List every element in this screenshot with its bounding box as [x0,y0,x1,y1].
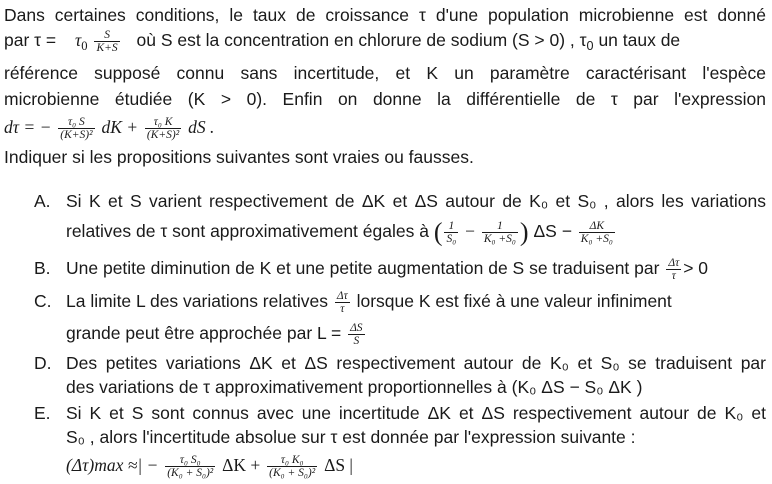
option-b-letter: B. [34,258,51,278]
option-e-formula-mid: ΔK + [222,455,261,476]
fraction-1-over-S0: $\frac{1}{\text{S₀}}$ [446,220,457,245]
option-c-text-b: lorsque K est fixé à une valeur infiniment [356,291,672,312]
option-b-line [66,257,708,282]
option-c-line-1 [66,290,672,315]
intro-line-3: référence supposé connu sans incertitude, et K un paramètre caractérisant l'espèce [4,63,766,83]
option-a-line-1: Si K et S varient respectivement de ΔK et ΔS autour de K₀ et S₀ , alors les variations [66,191,766,211]
fraction-1-over-K0-S0: $\frac{1}{\text{K₀ +S₀}}$ [483,220,516,245]
option-c-letter: C. [34,291,52,311]
intro-line-4: microbienne étudiée (K > 0). Enfin on donne la différentielle de τ par l'expression [4,89,766,109]
option-a-letter: A. [34,191,51,211]
intro-line-1: Dans certaines conditions, le taux de croissance τ d'une population microbienne est donné [4,5,766,25]
fraction-dS-over-S: $\frac{\Delta S}{S}$ [350,322,363,347]
dS-term: dS . [188,117,215,138]
option-d-line-2: des variations de τ approximativement proportionnelles à (K₀ ΔS − S₀ ΔK ) [66,377,643,397]
option-e-line-2: S₀ , alors l'incertitude absolue sur τ est donnée par l'expression suivante : [66,427,636,447]
option-e-formula-end: ΔS | [324,455,353,476]
option-a-line-2: relatives de τ sont approximativement égales à ( $\frac{1}{\text{S₀}}$ − $\frac{1}{\text{K₀ +S₀}}$ ) ΔS − $\frac{\Delta K}{\text{K₀ +S₀}}$ [66,217,613,247]
close-paren: ) [519,217,529,247]
option-a-text: relatives de τ sont approximativement égales à [66,221,429,242]
fraction-dtau-over-tau-c: $\frac{\Delta\tau}{\tau}$ [336,290,348,315]
option-c-text-a: La limite L des variations relatives [66,291,328,312]
option-e-line-3 [66,454,353,479]
option-b-end: > 0 [683,258,709,279]
option-c-text-c: grande peut être approchée par L = [66,323,342,344]
option-b-text: Une petite diminution de K et une petite augmentation de S se traduisent par [66,258,660,279]
dK-term: dK + [101,117,139,138]
fraction-e-dS-coefficient: $\frac{\text{τ₀ K₀}}{\text{(K₀ + S₀)²}}$ [269,454,316,479]
intro-rest: où S est la concentration en chlorure de sodium (S > 0) , τ [136,30,587,51]
instruction: Indiquer si les propositions suivantes sont vraies ou fausses. [4,147,474,167]
open-paren: ( [433,217,443,247]
tau0-symbol: $\tau_0$ [75,30,88,53]
intro-line2-end: un taux de [598,30,681,51]
intro-par: par τ = [4,30,57,51]
fraction-dS-coefficient: $\frac{\text{τ₀ K}}{\text{(K+S)²}}$ [146,116,180,141]
option-e-letter: E. [34,403,51,423]
option-d-line-1: Des petites variations ΔK et ΔS respectivement autour de K₀ et S₀ se traduisent par [66,353,766,373]
option-e-line-1: Si K et S sont connus avec une incertitude ΔK et ΔS respectivement autour de K₀ et [66,403,766,423]
fraction-dtau-over-tau: $\frac{\Delta\tau}{\tau}$ [668,257,680,282]
option-c-line-2 [66,322,367,347]
intro-line-5 [4,116,214,141]
option-d-letter: D. [34,353,52,373]
option-a-mid: ΔS − [533,221,572,242]
option-e-formula-start: (Δτ)max ≈| − [66,455,159,476]
dtau-expression: dτ = − [4,117,52,138]
fraction-dK-coefficient: $\frac{\text{τ₀ S}}{\text{(K+S)²}}$ [60,116,93,141]
fraction-dK-over-K0-S0: $\frac{\Delta K}{\text{K₀ +S₀}}$ [580,220,613,245]
intro-line-2: par $\tau = \tau_0$ $\frac{S}{K+S}$ où S est la concentration en chlorure de sodium (S > 0) , $\tau_0$ un taux de [4,29,681,54]
fraction-e-dK-coefficient: $\frac{\text{τ₀ S₀}}{\text{(K₀ + S₀)²}}$ [167,454,214,479]
fraction-S-over-K-plus-S: $\frac{S}{K+S}$ [96,29,118,54]
